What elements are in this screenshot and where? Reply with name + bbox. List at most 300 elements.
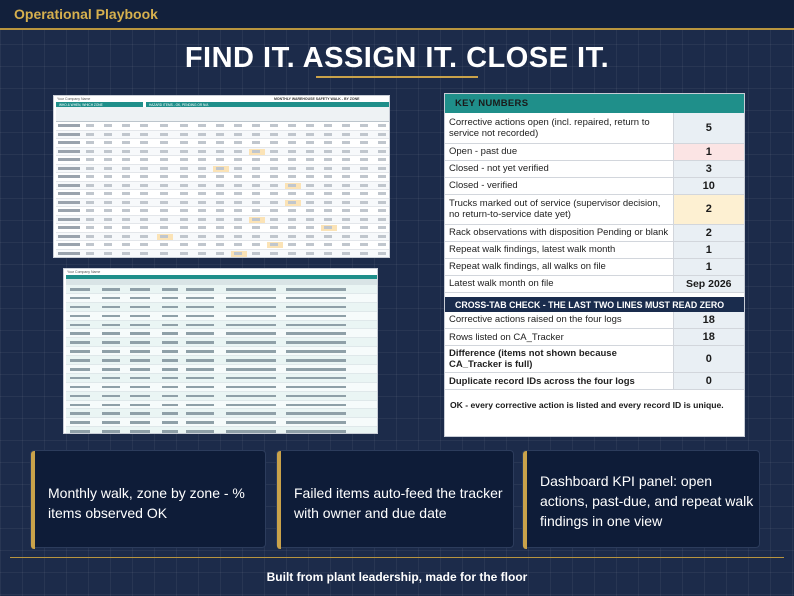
- page-headline: FIND IT. ASSIGN IT. CLOSE IT.: [184, 42, 610, 74]
- tracker-sheet-row: [66, 427, 377, 434]
- walk-sheet-cell: [306, 235, 314, 238]
- walk-sheet-cell: [252, 192, 260, 195]
- walk-sheet-cell: [378, 235, 386, 238]
- walk-sheet-cell: [306, 209, 314, 212]
- tracker-sheet-cell: [130, 412, 150, 415]
- walk-sheet-cell: [86, 133, 94, 136]
- walk-sheet-cell: [122, 235, 130, 238]
- kpi-label: Corrective actions open (incl. repaired, return to service not recorded): [445, 113, 673, 143]
- walk-sheet-cell: [180, 167, 188, 170]
- walk-sheet-cell: [378, 167, 386, 170]
- footer-tagline: Built from plant leadership, made for the floor: [266, 570, 528, 584]
- walk-sheet-cell: [288, 141, 296, 144]
- walk-sheet-cell: [216, 209, 224, 212]
- walk-sheet-cell: [306, 141, 314, 144]
- walk-sheet-cell: [58, 167, 80, 170]
- walk-sheet-row: [56, 139, 389, 148]
- walk-sheet-cell: [216, 158, 224, 161]
- walk-sheet-cell: [198, 133, 206, 136]
- walk-sheet-cell: [342, 150, 350, 153]
- walk-sheet-cell: [160, 209, 168, 212]
- tracker-sheet-cell: [226, 350, 276, 353]
- tracker-sheet-cell: [102, 421, 120, 424]
- walk-sheet-cell: [58, 235, 80, 238]
- walk-sheet-cell: [198, 252, 206, 255]
- walk-sheet-cell: [86, 124, 94, 127]
- walk-sheet-cell: [270, 235, 278, 238]
- walk-sheet-cell: [324, 133, 332, 136]
- tracker-sheet-cell: [162, 306, 178, 309]
- check-value: 0: [673, 373, 744, 390]
- walk-sheet-row: [56, 173, 389, 182]
- kpi-value: 2: [673, 224, 744, 241]
- tracker-sheet-cell: [226, 341, 276, 344]
- walk-sheet-cell: [140, 175, 148, 178]
- kpi-row: [445, 194, 744, 224]
- check-value: 18: [673, 312, 744, 329]
- walk-sheet-cell: [306, 150, 314, 153]
- walk-sheet-cell: [324, 158, 332, 161]
- tracker-sheet-cell: [186, 395, 214, 398]
- walk-sheet-cell: [324, 141, 332, 144]
- walk-sheet-cell: [216, 243, 224, 246]
- walk-sheet-cell: [306, 226, 314, 229]
- walk-sheet-row: [56, 207, 389, 216]
- tracker-sheet-cell: [186, 350, 214, 353]
- walk-sheet-cell: [288, 133, 296, 136]
- tracker-sheet-row: [66, 409, 377, 418]
- kpi-value: 10: [673, 177, 744, 194]
- tracker-sheet-cell: [186, 421, 214, 424]
- tracker-sheet-cell: [186, 324, 214, 327]
- tracker-sheet-cell: [102, 404, 120, 407]
- walk-sheet-cell: [58, 175, 80, 178]
- tracker-sheet-cell: [70, 297, 90, 300]
- walk-sheet-cell: [306, 192, 314, 195]
- walk-sheet-cell: [216, 124, 224, 127]
- check-label: Difference (items not shown because CA_Tracker is full): [445, 346, 673, 373]
- tracker-sheet-cell: [70, 324, 90, 327]
- walk-sheet-cell: [270, 252, 278, 255]
- walk-sheet-cell: [360, 218, 368, 221]
- walk-sheet-row: [56, 199, 389, 208]
- walk-sheet-cell: [324, 243, 332, 246]
- tracker-sheet-cell: [162, 421, 178, 424]
- walk-sheet-cell: [360, 192, 368, 195]
- walk-sheet-cell: [306, 158, 314, 161]
- tracker-sheet-row: [66, 321, 377, 330]
- walk-sheet-cell: [180, 184, 188, 187]
- tracker-sheet-cell: [70, 395, 90, 398]
- tracker-sheet-cell: [102, 324, 120, 327]
- tracker-sheet-cell: [286, 421, 346, 424]
- walk-sheet-cell: [378, 158, 386, 161]
- walk-sheet-cell: [104, 226, 112, 229]
- walk-sheet-cell: [288, 209, 296, 212]
- walk-sheet-cell: [270, 133, 278, 136]
- walk-sheet-cell: [122, 184, 130, 187]
- walk-sheet-cell: [360, 252, 368, 255]
- walk-sheet-cell: [180, 192, 188, 195]
- walk-sheet-cell: [122, 226, 130, 229]
- walk-sheet-cell: [122, 192, 130, 195]
- walk-sheet-cell: [252, 133, 260, 136]
- walk-sheet-cell: [234, 235, 242, 238]
- kpi-value: Sep 2026: [673, 275, 744, 292]
- tracker-sheet-cell: [102, 332, 120, 335]
- walk-sheet-cell: [160, 252, 168, 255]
- walk-sheet-cell: [140, 192, 148, 195]
- walk-sheet-cell: [252, 218, 260, 221]
- walk-sheet-cell: [234, 158, 242, 161]
- walk-sheet-cell: [198, 226, 206, 229]
- tracker-sheet-cell: [162, 404, 178, 407]
- walk-sheet-cell: [58, 133, 80, 136]
- walk-sheet-cell: [58, 226, 80, 229]
- walk-sheet-cell: [160, 184, 168, 187]
- walk-sheet-cell: [288, 175, 296, 178]
- walk-sheet-cell: [378, 150, 386, 153]
- tracker-sheet-cell: [70, 421, 90, 424]
- walk-sheet-cell: [306, 175, 314, 178]
- walk-sheet-cell: [360, 124, 368, 127]
- walk-sheet-cell: [122, 141, 130, 144]
- walk-sheet-band-left-label: WHO & WHEN, WHICH ZONE: [59, 103, 103, 107]
- walk-sheet-cell: [86, 184, 94, 187]
- walk-sheet-cell: [160, 150, 168, 153]
- walk-sheet-cell: [270, 158, 278, 161]
- walk-sheet-cell: [104, 141, 112, 144]
- kpi-label: Closed - not yet verified: [445, 160, 673, 177]
- tracker-sheet-cell: [226, 324, 276, 327]
- walk-sheet-cell: [360, 243, 368, 246]
- check-row: [445, 312, 744, 329]
- tracker-sheet-cell: [70, 315, 90, 318]
- walk-sheet-cell: [324, 252, 332, 255]
- walk-sheet-cell: [122, 133, 130, 136]
- walk-sheet-cell: [122, 252, 130, 255]
- walk-sheet-cell: [234, 218, 242, 221]
- walk-sheet-cell: [216, 218, 224, 221]
- tracker-sheet-cell: [162, 395, 178, 398]
- walk-sheet-cell: [140, 218, 148, 221]
- tracker-sheet-cell: [162, 377, 178, 380]
- walk-sheet-row: [56, 241, 389, 250]
- walk-sheet-cell: [234, 192, 242, 195]
- walk-sheet-cell: [378, 133, 386, 136]
- kpi-label: Rack observations with disposition Pending or blank: [445, 224, 673, 241]
- walk-sheet-cell: [270, 124, 278, 127]
- top-bar: [0, 0, 794, 30]
- walk-sheet-cell: [270, 192, 278, 195]
- tracker-sheet-cell: [226, 297, 276, 300]
- walk-sheet-cell: [180, 226, 188, 229]
- tracker-sheet-cell: [186, 404, 214, 407]
- walk-sheet-cell: [234, 124, 242, 127]
- tracker-sheet-cell: [286, 412, 346, 415]
- walk-sheet-cell: [216, 133, 224, 136]
- walk-sheet-cell: [58, 243, 80, 246]
- card-accent: [277, 451, 281, 549]
- kpi-row: [445, 177, 744, 194]
- walk-sheet-cell: [288, 184, 296, 187]
- tracker-sheet-cell: [226, 315, 276, 318]
- walk-sheet-row: [56, 233, 389, 242]
- walk-sheet-cell: [288, 218, 296, 221]
- walk-sheet-cell: [252, 158, 260, 161]
- walk-sheet-cell: [216, 226, 224, 229]
- tracker-sheet-cell: [102, 368, 120, 371]
- walk-sheet-cell: [104, 150, 112, 153]
- tracker-sheet-cell: [70, 332, 90, 335]
- walk-sheet-cell: [86, 141, 94, 144]
- tracker-sheet-cell: [102, 288, 120, 291]
- tracker-sheet-row: [66, 383, 377, 392]
- walk-sheet-cell: [140, 133, 148, 136]
- walk-sheet-cell: [324, 218, 332, 221]
- kpi-row: [445, 143, 744, 160]
- tracker-sheet-title: Your Company Name: [67, 270, 101, 274]
- walk-sheet-cell: [378, 226, 386, 229]
- tracker-sheet-cell: [286, 377, 346, 380]
- tracker-sheet-cell: [70, 341, 90, 344]
- walk-sheet-cell: [198, 209, 206, 212]
- tracker-sheet-row: [66, 303, 377, 312]
- walk-sheet-cell: [324, 192, 332, 195]
- walk-sheet-cell: [216, 167, 224, 170]
- tracker-sheet-cell: [102, 341, 120, 344]
- walk-sheet-cell: [122, 218, 130, 221]
- kpi-label: Repeat walk findings, all walks on file: [445, 258, 673, 275]
- walk-sheet-cell: [270, 209, 278, 212]
- walk-sheet-cell: [252, 201, 260, 204]
- walk-sheet-cell: [198, 158, 206, 161]
- tracker-sheet-cell: [186, 315, 214, 318]
- walk-sheet-cell: [378, 218, 386, 221]
- walk-sheet-cell: [270, 150, 278, 153]
- walk-sheet-cell: [122, 150, 130, 153]
- tracker-sheet-row: [66, 285, 377, 294]
- walk-sheet-cell: [342, 226, 350, 229]
- kpi-row: [445, 275, 744, 292]
- tracker-sheet-cell: [162, 430, 178, 433]
- walk-sheet-cell: [160, 141, 168, 144]
- kpi-row: [445, 113, 744, 143]
- walk-sheet-header: MONTHLY WAREHOUSE SAFETY WALK - BY ZONE: [274, 97, 360, 101]
- tracker-sheet-cell: [130, 306, 150, 309]
- brand-title: Operational Playbook: [14, 6, 158, 22]
- feature-card-dashboard: [522, 450, 760, 548]
- check-value: 0: [673, 346, 744, 373]
- walk-sheet-cell: [360, 209, 368, 212]
- walk-sheet-cell: [140, 141, 148, 144]
- walk-sheet-cell: [180, 175, 188, 178]
- walk-sheet-cell: [216, 235, 224, 238]
- tracker-sheet-cell: [102, 315, 120, 318]
- tracker-sheet-cell: [102, 395, 120, 398]
- tracker-sheet-cell: [226, 404, 276, 407]
- tracker-sheet-cell: [162, 386, 178, 389]
- walk-sheet-cell: [342, 141, 350, 144]
- check-label: Rows listed on CA_Tracker: [445, 329, 673, 346]
- walk-sheet-cell: [160, 133, 168, 136]
- walk-sheet-cell: [140, 226, 148, 229]
- tracker-sheet-cell: [130, 368, 150, 371]
- kpi-label: Closed - verified: [445, 177, 673, 194]
- check-row: [445, 346, 744, 373]
- walk-sheet-cell: [324, 167, 332, 170]
- tracker-sheet-cell: [70, 288, 90, 291]
- walk-sheet-cell: [288, 243, 296, 246]
- walk-sheet-cell: [180, 209, 188, 212]
- tracker-sheet-cell: [186, 306, 214, 309]
- walk-sheet-cell: [306, 133, 314, 136]
- walk-sheet-cell: [360, 167, 368, 170]
- walk-sheet-cell: [270, 167, 278, 170]
- walk-sheet-cell: [342, 167, 350, 170]
- tracker-sheet-cell: [70, 386, 90, 389]
- tracker-sheet-cell: [70, 412, 90, 415]
- walk-sheet-cell: [86, 201, 94, 204]
- walk-sheet-cell: [160, 124, 168, 127]
- walk-sheet-cell: [180, 243, 188, 246]
- walk-sheet-cell: [198, 235, 206, 238]
- tracker-sheet-rows: [66, 285, 377, 434]
- tracker-sheet-cell: [70, 404, 90, 407]
- walk-sheet-cell: [86, 158, 94, 161]
- walk-sheet-cell: [104, 167, 112, 170]
- walk-sheet-cell: [234, 226, 242, 229]
- kpi-value: 2: [673, 194, 744, 224]
- tracker-sheet-cell: [130, 341, 150, 344]
- walk-sheet-cell: [270, 184, 278, 187]
- walk-sheet-column-header: [56, 107, 389, 122]
- walk-sheet-cell: [216, 150, 224, 153]
- walk-sheet-cell: [360, 133, 368, 136]
- tracker-sheet-cell: [102, 359, 120, 362]
- tracker-sheet-cell: [130, 377, 150, 380]
- walk-sheet-row: [56, 156, 389, 165]
- kpi-row: [445, 258, 744, 275]
- tracker-sheet-cell: [70, 306, 90, 309]
- walk-sheet-cell: [104, 158, 112, 161]
- tracker-sheet-cell: [102, 350, 120, 353]
- walk-sheet-cell: [140, 184, 148, 187]
- tracker-sheet-row: [66, 418, 377, 427]
- walk-sheet-cell: [140, 243, 148, 246]
- cross-tab-check-title: CROSS-TAB CHECK - THE LAST TWO LINES MUST READ ZERO: [445, 297, 744, 312]
- walk-sheet-cell: [288, 124, 296, 127]
- walk-sheet-cell: [216, 184, 224, 187]
- walk-sheet-cell: [342, 252, 350, 255]
- walk-sheet-cell: [342, 192, 350, 195]
- walk-sheet-cell: [140, 252, 148, 255]
- card-accent: [523, 451, 527, 549]
- walk-sheet-cell: [160, 158, 168, 161]
- tracker-sheet-cell: [162, 350, 178, 353]
- walk-sheet-cell: [104, 243, 112, 246]
- walk-sheet-cell: [216, 175, 224, 178]
- tracker-sheet-cell: [186, 341, 214, 344]
- card-accent: [31, 451, 35, 549]
- walk-sheet-cell: [104, 124, 112, 127]
- walk-sheet-cell: [342, 235, 350, 238]
- walk-sheet-cell: [58, 192, 80, 195]
- walk-sheet-cell: [140, 158, 148, 161]
- tracker-sheet-cell: [70, 368, 90, 371]
- walk-sheet-cell: [58, 158, 80, 161]
- walk-sheet-cell: [198, 167, 206, 170]
- tracker-sheet-cell: [286, 404, 346, 407]
- walk-sheet-cell: [234, 167, 242, 170]
- walk-sheet-cell: [378, 175, 386, 178]
- tracker-sheet-cell: [226, 412, 276, 415]
- walk-sheet-cell: [180, 124, 188, 127]
- tracker-sheet-cell: [286, 315, 346, 318]
- tracker-sheet-cell: [162, 297, 178, 300]
- walk-sheet-cell: [122, 167, 130, 170]
- tracker-sheet-cell: [186, 359, 214, 362]
- kpi-label: Open - past due: [445, 143, 673, 160]
- tracker-sheet-cell: [226, 395, 276, 398]
- walk-sheet-cell: [180, 158, 188, 161]
- tracker-sheet-cell: [186, 386, 214, 389]
- tracker-sheet-cell: [286, 297, 346, 300]
- tracker-sheet-cell: [226, 306, 276, 309]
- walk-sheet-cell: [58, 201, 80, 204]
- walk-sheet-row: [56, 131, 389, 140]
- walk-sheet-cell: [58, 218, 80, 221]
- walk-sheet-cell: [378, 124, 386, 127]
- walk-sheet-cell: [180, 218, 188, 221]
- walk-sheet-cell: [288, 192, 296, 195]
- walk-sheet-cell: [86, 218, 94, 221]
- walk-sheet-cell: [378, 201, 386, 204]
- check-row: [445, 373, 744, 390]
- walk-sheet-row: [56, 216, 389, 225]
- walk-sheet-cell: [122, 124, 130, 127]
- tracker-sheet-cell: [226, 359, 276, 362]
- walk-sheet-cell: [140, 124, 148, 127]
- walk-sheet-cell: [86, 150, 94, 153]
- walk-sheet-cell: [104, 175, 112, 178]
- walk-sheet-cell: [306, 184, 314, 187]
- walk-sheet-cell: [288, 167, 296, 170]
- walk-sheet-cell: [234, 175, 242, 178]
- walk-sheet-cell: [342, 133, 350, 136]
- walk-sheet-cell: [378, 192, 386, 195]
- tracker-sheet-cell: [226, 368, 276, 371]
- walk-sheet-cell: [270, 218, 278, 221]
- walk-sheet-cell: [104, 209, 112, 212]
- kpi-value: 1: [673, 143, 744, 160]
- tracker-sheet-cell: [130, 324, 150, 327]
- walk-sheet-cell: [360, 235, 368, 238]
- walk-sheet-cell: [288, 201, 296, 204]
- walk-sheet-cell: [360, 150, 368, 153]
- tracker-sheet-cell: [102, 430, 120, 433]
- walk-sheet-cell: [122, 201, 130, 204]
- walk-sheet-cell: [342, 124, 350, 127]
- tracker-sheet-row: [66, 374, 377, 383]
- walk-sheet-cell: [342, 158, 350, 161]
- walk-sheet-cell: [270, 175, 278, 178]
- tracker-sheet-cell: [70, 430, 90, 433]
- walk-sheet-cell: [180, 150, 188, 153]
- tracker-sheet-cell: [286, 350, 346, 353]
- walk-sheet-row: [56, 250, 389, 259]
- walk-sheet-cell: [180, 201, 188, 204]
